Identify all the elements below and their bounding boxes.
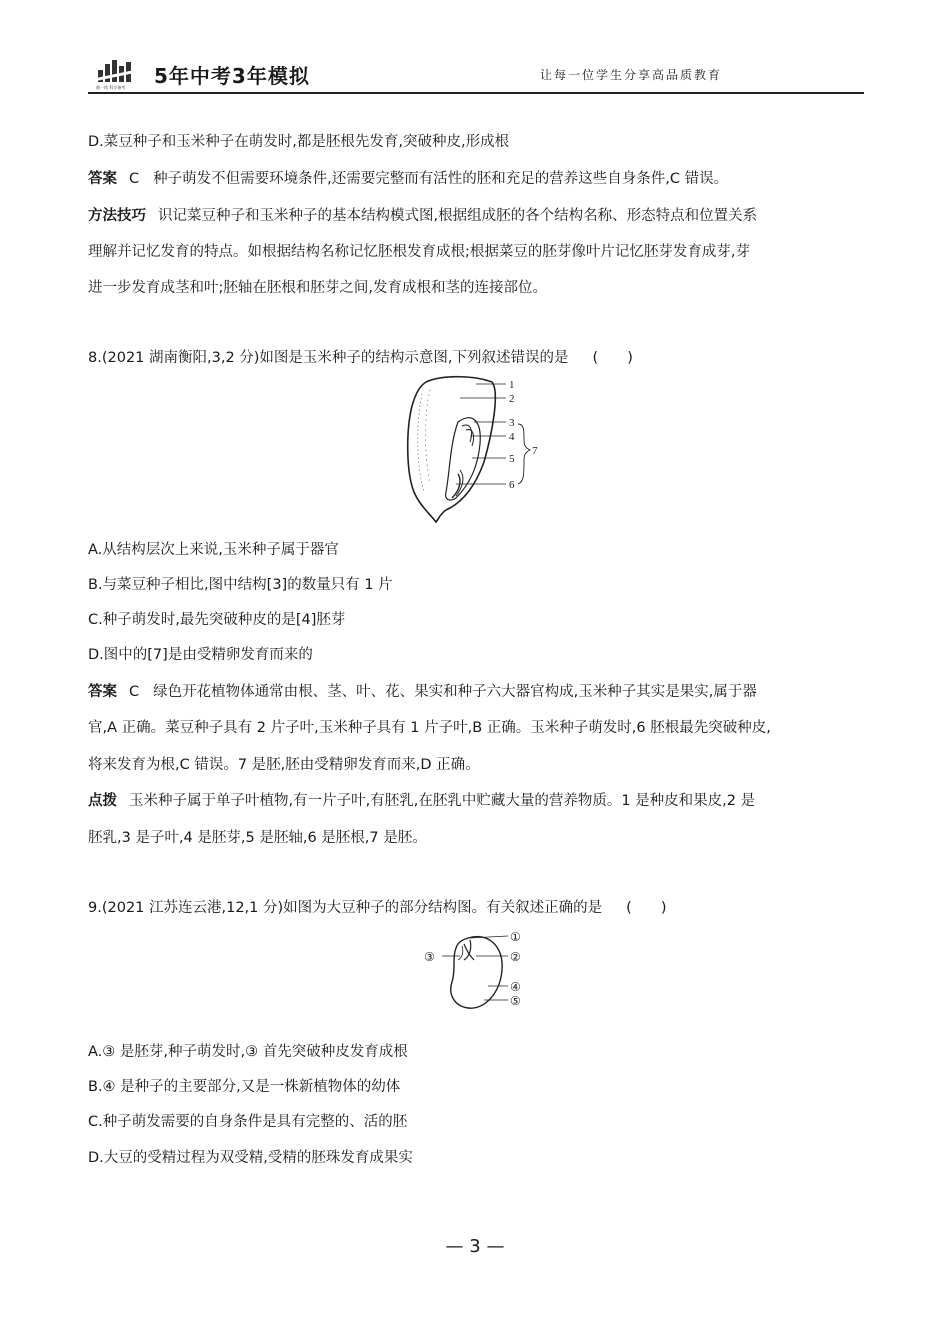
figure-label: 3 (509, 417, 515, 429)
q7-option-d: D.菜豆种子和玉米种子在萌发时,都是胚根先发育,突破种皮,形成根 (88, 134, 510, 150)
q8-stem (88, 348, 868, 368)
q8-answer-line-2: 官,A 正确。菜豆种子具有 2 片子叶,玉米种子具有 1 片子叶,B 正确。玉米种子萌发时,6 胚根最先突破种皮, (88, 720, 771, 736)
tip-text: 玉米种子属于单子叶植物,有一片子叶,有胚乳,在胚乳中贮藏大量的营养物质。1 是种皮和果皮,2 是 (129, 793, 756, 809)
q8-answer-line-1 (88, 682, 868, 702)
page-number: — 3 — (445, 1236, 505, 1257)
figure-label: ③ (424, 950, 435, 964)
q9-stem-text: 9.(2021 江苏连云港,12,1 分)如图为大豆种子的部分结构图。有关叙述正确的是 (88, 900, 603, 916)
q7-answer (88, 169, 868, 189)
q8-stem-text: 8.(2021 湖南衡阳,3,2 分)如图是玉米种子的结构示意图,下列叙述错误的是 (88, 350, 569, 366)
q8-answer-line-3: 将来发育为根,C 错误。7 是胚,胚由受精卵发育而来,D 正确。 (88, 757, 480, 773)
header-slogan: 让每一位学生分享高品质教育 (539, 68, 722, 82)
q7-tip-line-2: 理解并记忆发育的特点。如根据结构名称记忆胚根发育成根;根据菜豆的胚芽像叶片记忆胚芽发育成芽,芽 (88, 244, 750, 260)
q8-option-a: A.从结构层次上来说,玉米种子属于器官 (88, 542, 339, 558)
q8-option-c: C.种子萌发时,最先突破种皮的是[4]胚芽 (88, 612, 346, 628)
q8-tip-line-1 (88, 791, 868, 811)
brand-title: 5年中考3年模拟 (154, 64, 310, 88)
q9-option-a: A.③ 是胚芽,种子萌发时,③ 首先突破种皮发育成根 (88, 1044, 408, 1060)
figure-label: ② (510, 950, 521, 964)
figure-label: 4 (509, 431, 515, 443)
figure-label: 6 (509, 479, 515, 491)
answer-letter: C (129, 684, 140, 700)
figure-label: ① (510, 930, 521, 944)
brand-logo (96, 56, 146, 90)
q8-option-d: D.图中的[7]是由受精卵发育而来的 (88, 647, 313, 663)
figure-label: 5 (509, 453, 515, 465)
tip-text: 识记菜豆种子和玉米种子的基本结构模式图,根据组成胚的各个结构名称、形态特点和位置关系 (158, 208, 758, 224)
q8-answer-paren: ( ) (592, 350, 633, 366)
q7-tip-line-3: 进一步发育成茎和叶;胚轴在胚根和胚芽之间,发育成根和茎的连接部位。 (88, 280, 547, 296)
tip-label: 点拨 (88, 793, 117, 809)
q9-option-b: B.④ 是种子的主要部分,又是一株新植物体的幼体 (88, 1079, 401, 1095)
q9-option-d: D.大豆的受精过程为双受精,受精的胚珠发育成果实 (88, 1150, 413, 1166)
figure-label: 1 (509, 379, 515, 391)
q8-option-b: B.与菜豆种子相比,图中结构[3]的数量只有 1 片 (88, 577, 393, 593)
answer-letter: C (129, 171, 140, 187)
figure-label: 7 (532, 445, 538, 457)
soybean-seed-figure (418, 926, 538, 1016)
q8-tip-line-2: 胚乳,3 是子叶,4 是胚芽,5 是胚轴,6 是胚根,7 是胚。 (88, 830, 427, 846)
q9-answer-paren: ( ) (626, 900, 667, 916)
q9-stem (88, 898, 868, 918)
figure-label: ⑤ (510, 994, 521, 1008)
answer-text: 绿色开花植物体通常由根、茎、叶、花、果实和种子六大器官构成,玉米种子其实是果实,属于器 (153, 684, 757, 700)
q7-tip-line-1 (88, 206, 868, 226)
svg-text:曲一线 科学备考: 曲一线 科学备考 (96, 85, 126, 90)
q9-option-c: C.种子萌发需要的自身条件是具有完整的、活的胚 (88, 1114, 408, 1130)
page-header (88, 52, 864, 94)
figure-label: 2 (509, 393, 515, 405)
answer-label: 答案 (88, 171, 117, 187)
figure-label: ④ (510, 980, 521, 994)
corn-seed-figure (400, 374, 560, 526)
answer-text: 种子萌发不但需要环境条件,还需要完整而有活性的胚和充足的营养这些自身条件,C 错误。 (153, 171, 729, 187)
tip-label: 方法技巧 (88, 208, 146, 224)
answer-label: 答案 (88, 684, 117, 700)
